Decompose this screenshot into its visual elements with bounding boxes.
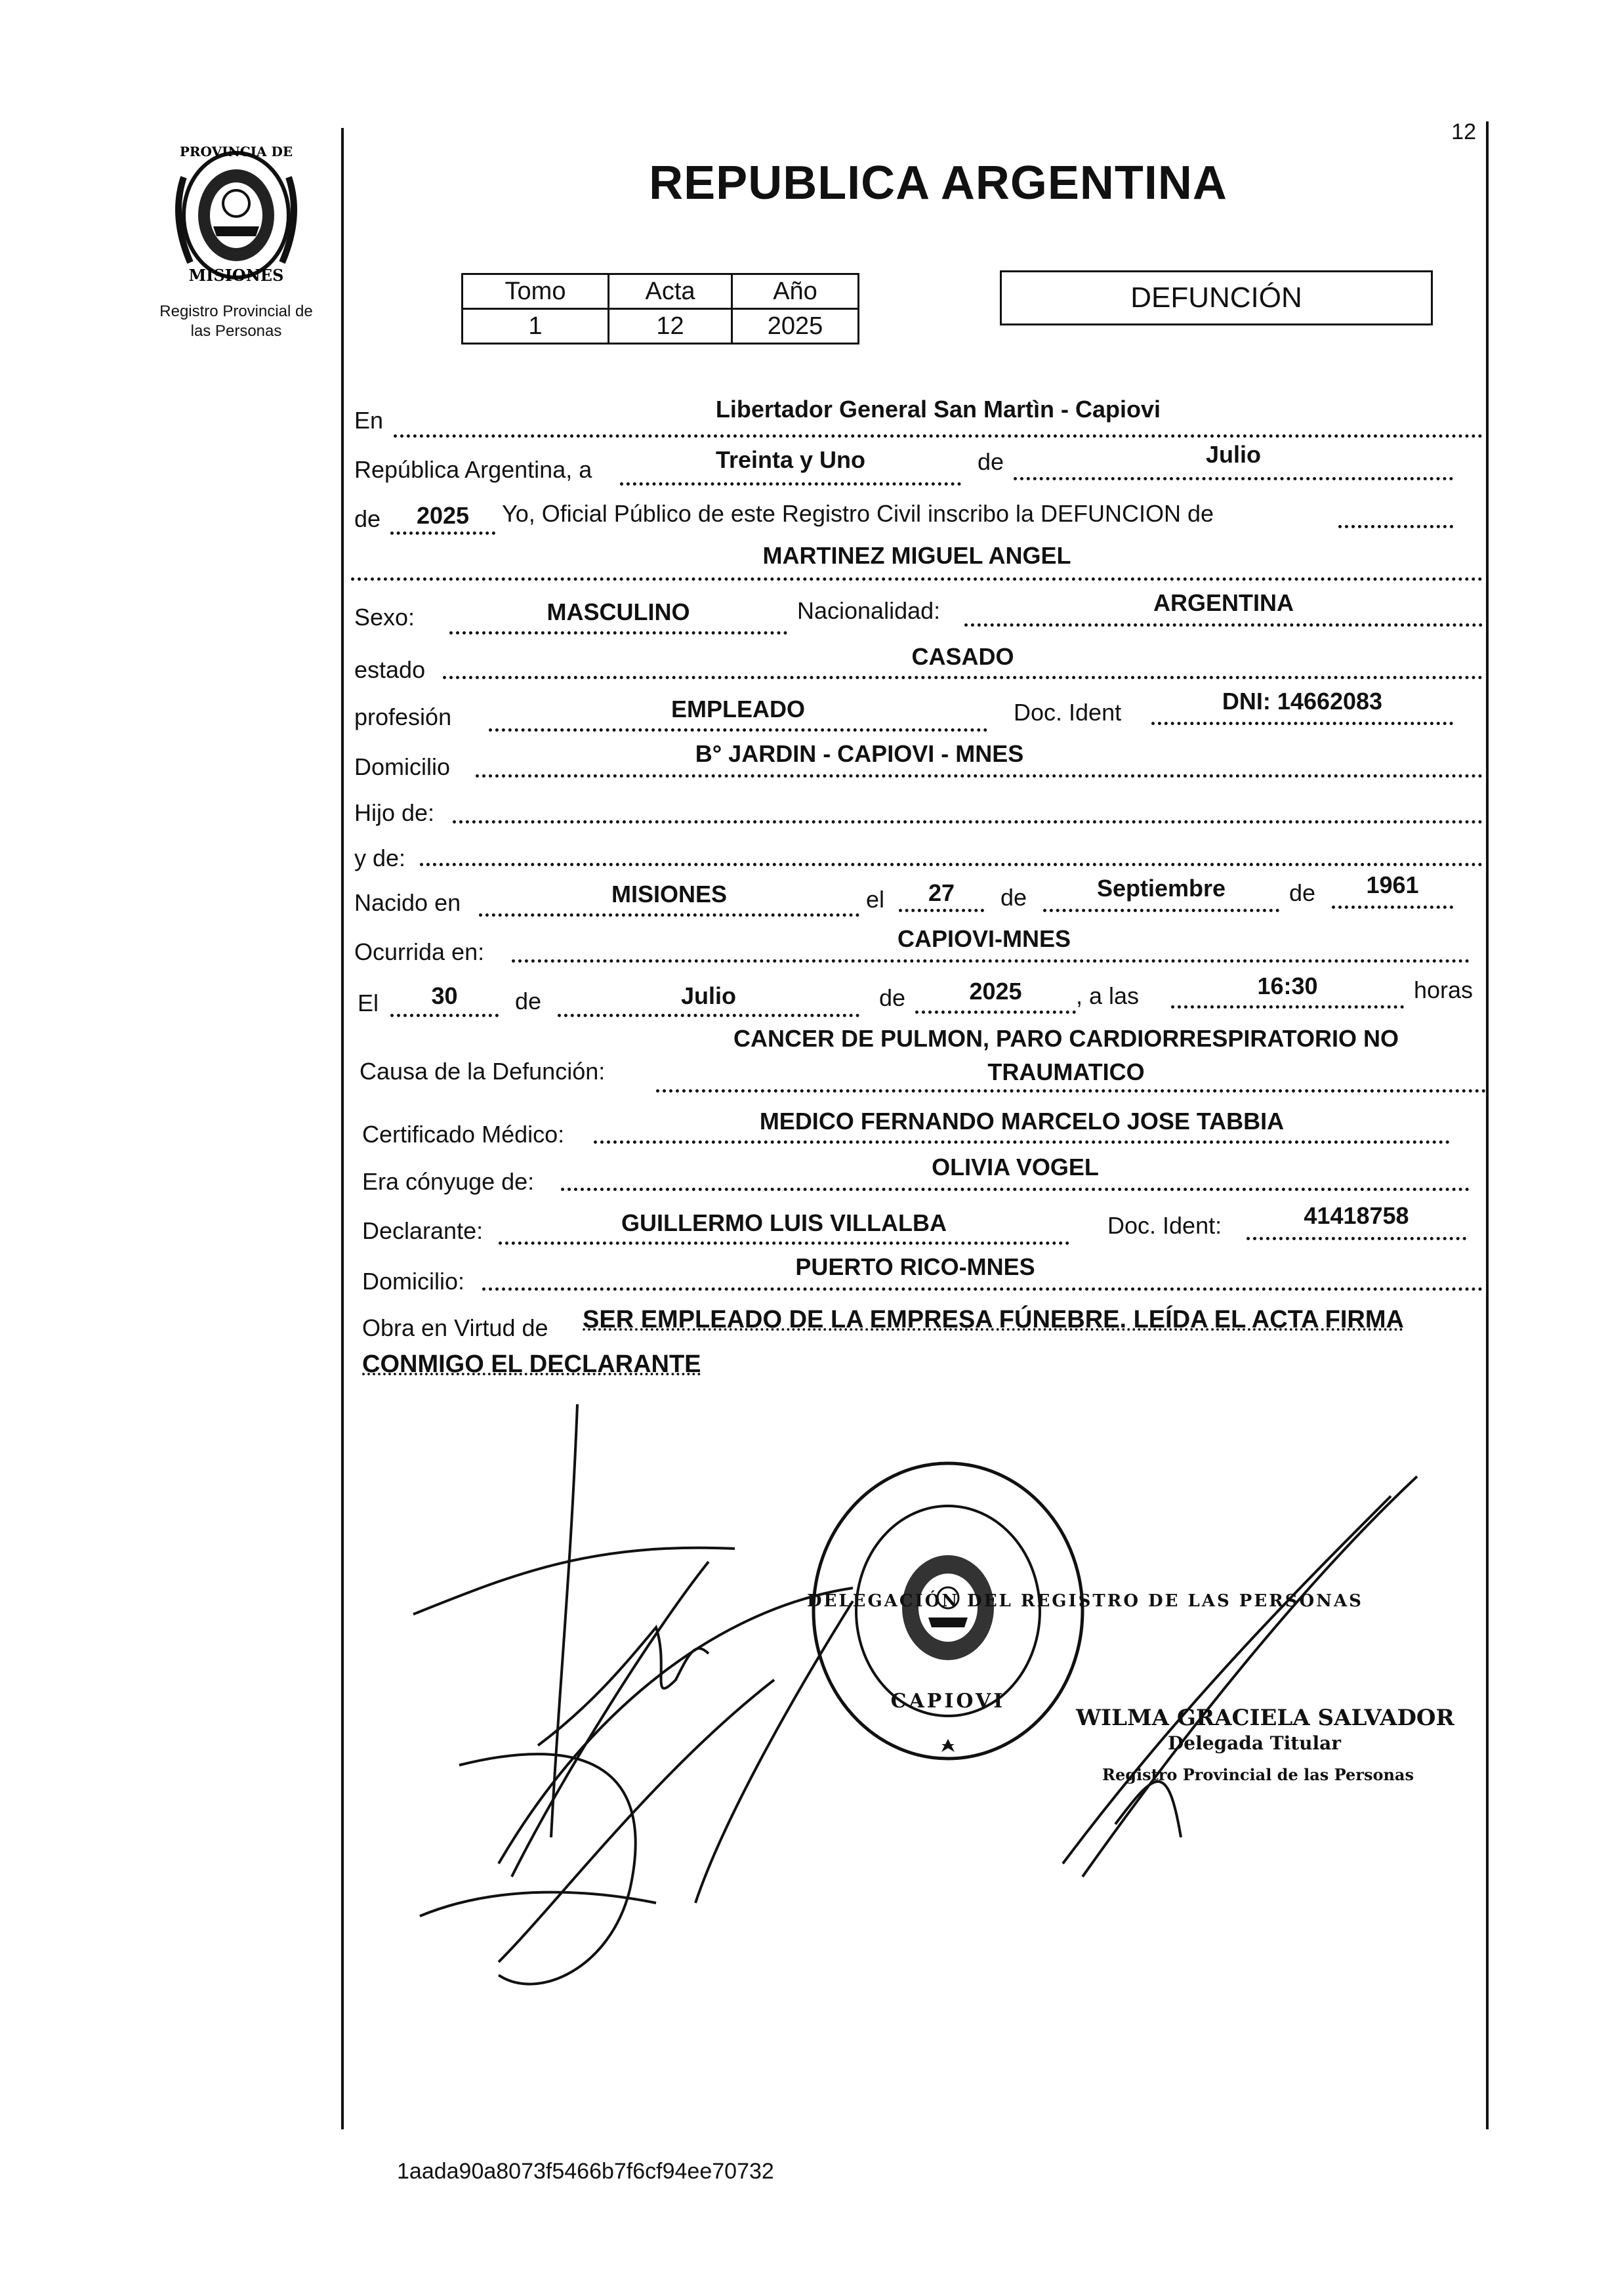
- value-domicilio: B° JARDIN - CAPIOVI - MNES: [695, 740, 1024, 767]
- label-sexo: Sexo:: [354, 604, 415, 631]
- label-domicilio: Domicilio: [354, 753, 451, 780]
- registry-caption-line2: las Personas: [190, 322, 282, 340]
- value-deceased-name: MARTINEZ MIGUEL ANGEL: [762, 542, 1071, 569]
- record-value-ano: 2025: [732, 309, 859, 344]
- record-header-ano: Año: [732, 274, 859, 309]
- value-profesion: EMPLEADO: [670, 696, 805, 722]
- page-title: REPUBLICA ARGENTINA: [649, 157, 1227, 209]
- label-de: de: [1000, 884, 1027, 911]
- value-doc: DNI: 14662083: [1222, 688, 1383, 715]
- label-el: el: [866, 886, 885, 913]
- value-obra-line1: SER EMPLEADO DE LA EMPRESA FÚNEBRE. LEÍDA EL ACTA FIRMA: [583, 1306, 1404, 1333]
- label-de: de: [354, 505, 381, 532]
- stamp-ring-text: DELEGACIÓN DEL REGISTRO DE LAS PERSONAS: [807, 1591, 1363, 1611]
- value-certificado: MEDICO FERNANDO MARCELO JOSE TABBIA: [759, 1108, 1285, 1135]
- value-causa-line2: TRAUMATICO: [987, 1058, 1145, 1085]
- value-place: Libertador General San Martìn - Capiovi: [715, 396, 1161, 423]
- label-de: de: [879, 984, 906, 1011]
- label-a-las: , a las: [1076, 982, 1140, 1009]
- value-death-year: 2025: [969, 978, 1022, 1005]
- label-domicilio: Domicilio:: [362, 1268, 465, 1295]
- label-certificado: Certificado Médico:: [362, 1121, 565, 1148]
- label-obra: Obra en Virtud de: [362, 1314, 548, 1341]
- signer-office: Registro Provincial de las Personas: [1102, 1765, 1414, 1784]
- label-conyuge: Era cónyuge de:: [362, 1168, 535, 1195]
- value-obra-line2: CONMIGO EL DECLARANTE: [362, 1350, 701, 1378]
- label-doc-ident: Doc. Ident:: [1107, 1212, 1222, 1239]
- value-nacionalidad: ARGENTINA: [1153, 589, 1294, 616]
- value-estado: CASADO: [911, 643, 1014, 670]
- registry-caption-line1: Registro Provincial de: [159, 303, 313, 320]
- value-year: 2025: [416, 502, 470, 529]
- value-day-words: Treinta y Uno: [715, 446, 866, 473]
- record-header-tomo: Tomo: [463, 274, 609, 309]
- value-sexo: MASCULINO: [546, 598, 690, 625]
- label-official: Yo, Oficial Público de este Registro Civil inscribo la DEFUNCION de: [502, 500, 1214, 527]
- label-republica: República Argentina, a: [354, 456, 592, 483]
- label-horas: horas: [1414, 976, 1474, 1003]
- record-value-tomo: 1: [463, 309, 609, 344]
- record-header-acta: Acta: [609, 274, 732, 309]
- signer-name: WILMA GRACIELA SALVADOR: [1076, 1705, 1454, 1731]
- value-death-day: 30: [431, 982, 458, 1009]
- value-birth-year: 1961: [1366, 871, 1419, 898]
- value-declarante: GUILLERMO LUIS VILLALBA: [621, 1209, 947, 1236]
- label-en: En: [354, 407, 384, 434]
- value-month: Julio: [1205, 441, 1261, 468]
- value-ocurrida-en: CAPIOVI-MNES: [897, 925, 1071, 952]
- label-estado: estado: [354, 656, 426, 683]
- label-ocurrida-en: Ocurrida en:: [354, 938, 485, 965]
- value-nacido-en: MISIONES: [611, 881, 728, 908]
- label-nacionalidad: Nacionalidad:: [797, 597, 941, 624]
- label-profesion: profesión: [354, 703, 452, 730]
- label-de: de: [515, 988, 542, 1014]
- document-hash: 1aada90a8073f5466b7f6cf94ee70732: [397, 2159, 774, 2184]
- label-declarante: Declarante:: [362, 1217, 484, 1244]
- label-de: de: [978, 448, 1004, 475]
- value-doc-declarante: 41418758: [1304, 1202, 1409, 1229]
- value-domicilio-declarante: PUERTO RICO-MNES: [795, 1253, 1035, 1280]
- stamp-inner-text: CAPIOVI: [890, 1690, 1006, 1713]
- label-y-de: y de:: [354, 845, 406, 871]
- page-number: 12: [1451, 119, 1476, 144]
- value-death-month: Julio: [680, 982, 736, 1009]
- record-value-acta: 12: [609, 309, 732, 344]
- record-type-box: DEFUNCIÓN: [1000, 270, 1433, 325]
- svg-text:PROVINCIA DE: PROVINCIA DE: [179, 144, 293, 159]
- signer-role: Delegada Titular: [1168, 1732, 1342, 1754]
- label-de: de: [1289, 879, 1316, 906]
- label-hijo-de: Hijo de:: [354, 799, 435, 826]
- value-conyuge: OLIVIA VOGEL: [932, 1154, 1099, 1180]
- value-time: 16:30: [1257, 972, 1318, 999]
- value-birth-month: Septiembre: [1096, 875, 1226, 902]
- value-causa-line1: CANCER DE PULMON, PARO CARDIORRESPIRATORIO NO: [733, 1025, 1399, 1052]
- label-doc-ident: Doc. Ident: [1014, 699, 1122, 726]
- label-nacido-en: Nacido en: [354, 889, 461, 916]
- svg-text:MISIONES: MISIONES: [188, 266, 284, 285]
- label-el: El: [358, 990, 379, 1016]
- value-birth-day: 27: [928, 879, 955, 906]
- label-causa: Causa de la Defunción:: [360, 1058, 606, 1085]
